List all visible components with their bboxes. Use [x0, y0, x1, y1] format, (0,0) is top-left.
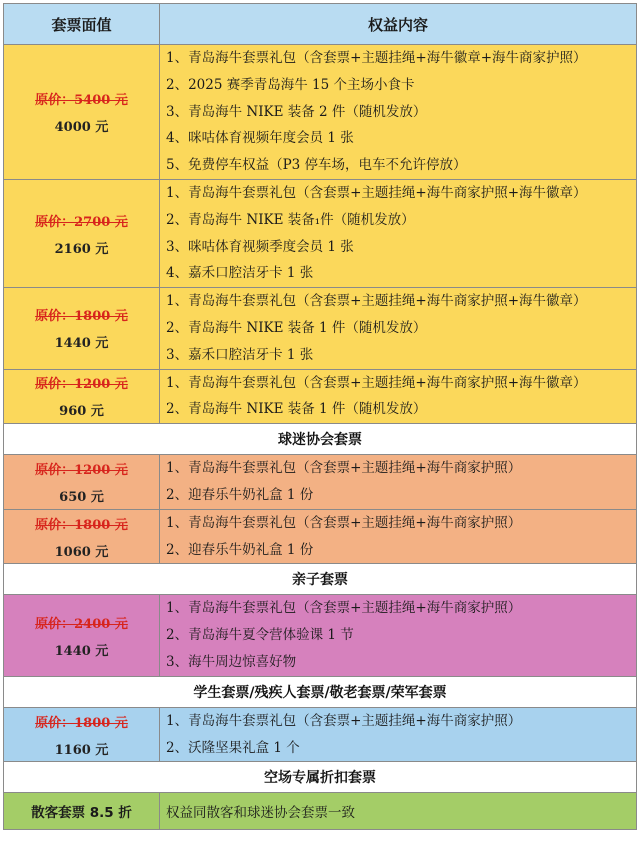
benefits-cell [160, 595, 637, 676]
package-price: 2160 元 [54, 241, 109, 257]
benefit-item: 1、青岛海牛套票礼包（含套票+主题挂绳+海牛徽章+海牛商家护照） [166, 50, 587, 66]
package-price: 1440 元 [54, 336, 109, 352]
original-price: 原价：1800 元 [35, 309, 128, 325]
benefit-item: 3、嘉禾口腔洁牙卡 1 张 [166, 346, 314, 363]
benefit-item: 3、青岛海牛 NIKE 装备 2 件（随机发放） [166, 103, 427, 120]
table-header-row [4, 4, 637, 45]
original-price: 原价：2700 元 [35, 214, 128, 230]
original-price: 原价：2400 元 [35, 616, 128, 632]
price-cell [4, 707, 160, 762]
package-price: 1440 元 [54, 643, 109, 659]
table-row [4, 288, 637, 369]
package-price: 1160 元 [54, 742, 109, 758]
discount-description: 权益同散客和球迷协会套票一致 [160, 793, 637, 830]
benefit-item: 1、青岛海牛套票礼包（含套票+主题挂绳+海牛商家护照+海牛徽章） [166, 184, 587, 201]
section-row [4, 564, 637, 595]
benefit-item: 4、嘉禾口腔洁牙卡 1 张 [166, 265, 314, 282]
table-row [4, 793, 637, 830]
benefit-item: 5、免费停车权益（P3 停车场，电车不允许停放） [166, 157, 467, 174]
benefit-item: 4、咪咕体育视频年度会员 1 张 [166, 130, 354, 147]
price-cell [4, 455, 160, 510]
price-cell [4, 45, 160, 180]
table-row [4, 45, 637, 180]
benefit-item: 2、青岛海牛夏令营体验课 1 节 [166, 627, 354, 644]
price-cell [4, 509, 160, 564]
section-title: 亲子套票 [4, 564, 637, 595]
benefits-cell [160, 45, 637, 180]
section-row [4, 424, 637, 455]
price-cell [4, 369, 160, 424]
benefit-item: 1、青岛海牛套票礼包（含套票+主题挂绳+海牛商家护照） [166, 460, 522, 477]
discount-label: 散客套票 8.5 折 [4, 793, 160, 830]
price-cell [4, 288, 160, 369]
original-price: 原价：1800 元 [35, 715, 128, 731]
benefit-item: 1、青岛海牛套票礼包（含套票+主题挂绳+海牛商家护照） [166, 712, 522, 729]
benefit-item: 1、青岛海牛套票礼包（含套票+主题挂绳+海牛商家护照+海牛徽章） [166, 293, 587, 310]
benefits-cell [160, 707, 637, 762]
price-cell [4, 595, 160, 676]
benefits-cell [160, 455, 637, 510]
benefit-item: 2、迎春乐牛奶礼盒 1 份 [166, 541, 314, 558]
price-cell [4, 179, 160, 287]
benefit-item: 3、海牛周边惊喜好物 [166, 653, 297, 670]
package-price: 960 元 [59, 404, 104, 420]
section-title: 学生套票/残疾人套票/敬老套票/荣军套票 [4, 676, 637, 707]
benefit-item: 1、青岛海牛套票礼包（含套票+主题挂绳+海牛商家护照） [166, 514, 522, 531]
benefits-cell [160, 179, 637, 287]
package-price: 1060 元 [54, 544, 109, 560]
table-row [4, 595, 637, 676]
original-price: 原价：1800 元 [35, 517, 128, 533]
section-title: 空场专属折扣套票 [4, 762, 637, 793]
section-title: 球迷协会套票 [4, 424, 637, 455]
original-price: 原价：5400 元 [35, 92, 128, 108]
table-row [4, 509, 637, 564]
package-price: 4000 元 [54, 119, 109, 135]
table-row [4, 179, 637, 287]
benefit-item: 2、迎春乐牛奶礼盒 1 份 [166, 486, 314, 503]
benefit-item: 2、青岛海牛 NIKE 装备 1 件（随机发放） [166, 401, 427, 418]
benefit-item: 1、青岛海牛套票礼包（含套票+主题挂绳+海牛商家护照+海牛徽章） [166, 374, 587, 391]
ticket-package-table [3, 3, 637, 830]
section-row [4, 676, 637, 707]
benefits-cell [160, 369, 637, 424]
benefits-cell [160, 509, 637, 564]
benefit-item: 3、咪咕体育视频季度会员 1 张 [166, 238, 354, 255]
benefit-item: 2、青岛海牛 NIKE 装备₁件（随机发放） [166, 211, 415, 228]
header-price: 套票面值 [4, 4, 160, 45]
benefit-item: 2、2025 赛季青岛海牛 15 个主场小食卡 [166, 76, 415, 93]
header-benefits: 权益内容 [160, 4, 637, 45]
section-row [4, 762, 637, 793]
table-row [4, 455, 637, 510]
benefit-item: 1、青岛海牛套票礼包（含套票+主题挂绳+海牛商家护照） [166, 600, 522, 617]
benefit-item: 2、青岛海牛 NIKE 装备 1 件（随机发放） [166, 319, 427, 336]
package-price: 650 元 [59, 489, 104, 505]
table-row [4, 369, 637, 424]
original-price: 原价：1200 元 [35, 377, 128, 393]
table-row [4, 707, 637, 762]
benefit-item: 2、沃隆坚果礼盒 1 个 [166, 739, 300, 756]
original-price: 原价：1200 元 [35, 462, 128, 478]
benefits-cell [160, 288, 637, 369]
